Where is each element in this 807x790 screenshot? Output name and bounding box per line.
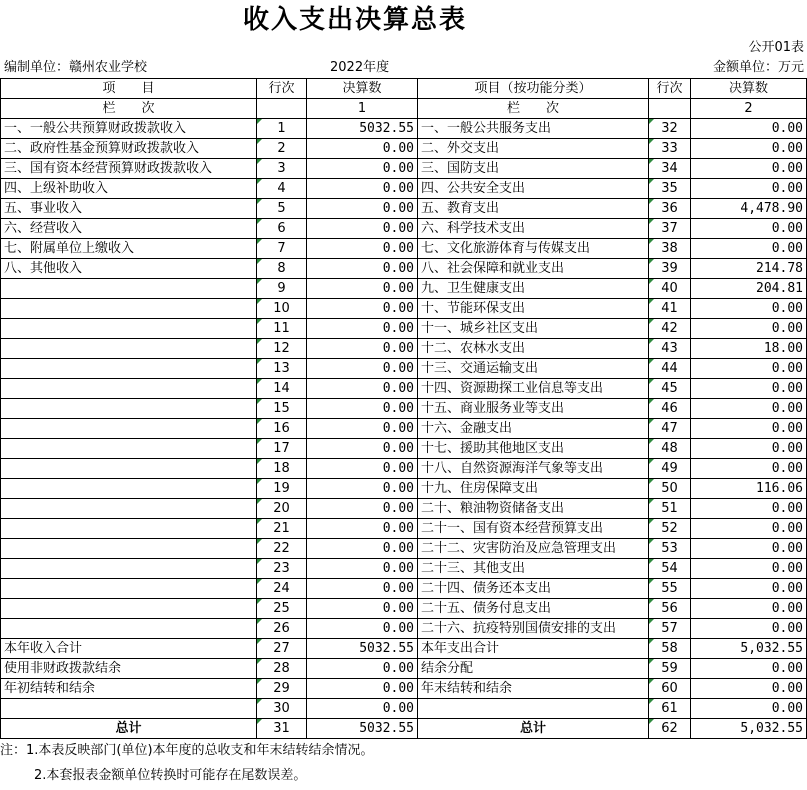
- expense-row-no: 37: [649, 219, 691, 239]
- income-item: 四、上级补助收入: [1, 179, 257, 199]
- income-item: [1, 419, 257, 439]
- expense-amount: 4,478.90: [691, 199, 807, 219]
- subheader-col-2: 栏 次: [418, 99, 649, 119]
- income-amount: 0.00: [307, 139, 418, 159]
- income-item: [1, 379, 257, 399]
- income-item: [1, 339, 257, 359]
- expense-amount: 0.00: [691, 419, 807, 439]
- note-1: 注：1.本表反映部门(单位)本年度的总收支和年末结转结余情况。: [0, 743, 374, 758]
- table-row: [1, 439, 807, 459]
- expense-row-no: 55: [649, 579, 691, 599]
- expense-row-no: 56: [649, 599, 691, 619]
- expense-row-no: 44: [649, 359, 691, 379]
- expense-amount: 0.00: [691, 219, 807, 239]
- expense-amount: 5,032.55: [691, 639, 807, 659]
- expense-amount: 18.00: [691, 339, 807, 359]
- income-amount: 0.00: [307, 559, 418, 579]
- income-item: [1, 319, 257, 339]
- expense-amount: 5,032.55: [691, 719, 807, 739]
- header-item-func: 项目（按功能分类）: [418, 79, 649, 99]
- income-item: [1, 499, 257, 519]
- income-amount: 0.00: [307, 379, 418, 399]
- income-amount: 0.00: [307, 699, 418, 719]
- income-row-no: 13: [257, 359, 307, 379]
- income-row-no: 30: [257, 699, 307, 719]
- table-row: [1, 319, 807, 339]
- expense-row-no: 49: [649, 459, 691, 479]
- table-row: [1, 719, 807, 739]
- expense-item: 二十三、其他支出: [418, 559, 649, 579]
- expense-row-no: 42: [649, 319, 691, 339]
- table-row: [1, 199, 807, 219]
- table-row: [1, 519, 807, 539]
- income-item: [1, 699, 257, 719]
- table-row: [1, 239, 807, 259]
- income-item: [1, 299, 257, 319]
- table-row: [1, 299, 807, 319]
- table-row: [1, 579, 807, 599]
- header-row: [1, 79, 807, 99]
- income-row-no: 31: [257, 719, 307, 739]
- income-item: 二、政府性基金预算财政拨款收入: [1, 139, 257, 159]
- income-amount: 0.00: [307, 239, 418, 259]
- income-row-no: 24: [257, 579, 307, 599]
- income-row-no: 11: [257, 319, 307, 339]
- income-item: 七、附属单位上缴收入: [1, 239, 257, 259]
- income-row-no: 26: [257, 619, 307, 639]
- table-row: [1, 159, 807, 179]
- expense-amount: 0.00: [691, 159, 807, 179]
- income-row-no: 18: [257, 459, 307, 479]
- expense-item: 六、科学技术支出: [418, 219, 649, 239]
- expense-item: 二十一、国有资本经营预算支出: [418, 519, 649, 539]
- expense-row-no: 43: [649, 339, 691, 359]
- expense-row-no: 32: [649, 119, 691, 139]
- income-item: 八、其他收入: [1, 259, 257, 279]
- income-row-no: 8: [257, 259, 307, 279]
- expense-amount: 0.00: [691, 359, 807, 379]
- expense-amount: 0.00: [691, 439, 807, 459]
- table-row: [1, 419, 807, 439]
- notes: [0, 740, 807, 790]
- expense-row-no: 46: [649, 399, 691, 419]
- income-row-no: 3: [257, 159, 307, 179]
- income-amount: 0.00: [307, 399, 418, 419]
- income-amount: 0.00: [307, 219, 418, 239]
- expense-item: 四、公共安全支出: [418, 179, 649, 199]
- income-item: 总计: [1, 719, 257, 739]
- table-row: [1, 359, 807, 379]
- table-row: [1, 499, 807, 519]
- subheader-row: [1, 99, 807, 119]
- income-row-no: 4: [257, 179, 307, 199]
- expense-item: 九、卫生健康支出: [418, 279, 649, 299]
- expense-row-no: 38: [649, 239, 691, 259]
- expense-row-no: 45: [649, 379, 691, 399]
- expense-item: 十六、金融支出: [418, 419, 649, 439]
- income-item: [1, 599, 257, 619]
- income-item: 使用非财政拨款结余: [1, 659, 257, 679]
- table-row: [1, 399, 807, 419]
- expense-item: 十、节能环保支出: [418, 299, 649, 319]
- subheader-two: 2: [691, 99, 807, 119]
- expense-item: 五、教育支出: [418, 199, 649, 219]
- expense-row-no: 41: [649, 299, 691, 319]
- income-amount: 5032.55: [307, 119, 418, 139]
- table-row: [1, 479, 807, 499]
- table-row: [1, 619, 807, 639]
- income-row-no: 14: [257, 379, 307, 399]
- income-amount: 0.00: [307, 459, 418, 479]
- expense-row-no: 39: [649, 259, 691, 279]
- expense-amount: 0.00: [691, 379, 807, 399]
- income-item: [1, 539, 257, 559]
- expense-item: 十八、自然资源海洋气象等支出: [418, 459, 649, 479]
- expense-item: 三、国防支出: [418, 159, 649, 179]
- income-row-no: 1: [257, 119, 307, 139]
- org-label: 编制单位：赣州农业学校: [4, 60, 148, 75]
- page-title: 收入支出决算总表: [242, 5, 467, 35]
- expense-item: 二、外交支出: [418, 139, 649, 159]
- expense-item: 七、文化旅游体育与传媒支出: [418, 239, 649, 259]
- income-amount: 0.00: [307, 679, 418, 699]
- table-row: [1, 699, 807, 719]
- expense-item: 二十二、灾害防治及应急管理支出: [418, 539, 649, 559]
- income-amount: 0.00: [307, 299, 418, 319]
- form-number: 公开01表: [748, 40, 804, 55]
- income-amount: 0.00: [307, 619, 418, 639]
- expense-amount: 0.00: [691, 619, 807, 639]
- table-row: [1, 139, 807, 159]
- income-row-no: 28: [257, 659, 307, 679]
- income-row-no: 17: [257, 439, 307, 459]
- income-amount: 0.00: [307, 359, 418, 379]
- table-row: [1, 119, 807, 139]
- expense-item: 总计: [418, 719, 649, 739]
- income-row-no: 19: [257, 479, 307, 499]
- income-row-no: 21: [257, 519, 307, 539]
- expense-amount: 0.00: [691, 459, 807, 479]
- income-row-no: 20: [257, 499, 307, 519]
- expense-item: 年末结转和结余: [418, 679, 649, 699]
- income-row-no: 29: [257, 679, 307, 699]
- note-2: 2.本套报表金额单位转换时可能存在尾数误差。: [34, 768, 307, 783]
- income-item: 三、国有资本经营预算财政拨款收入: [1, 159, 257, 179]
- expense-item: 十二、农林水支出: [418, 339, 649, 359]
- expense-amount: 0.00: [691, 299, 807, 319]
- expense-amount: 0.00: [691, 539, 807, 559]
- expense-row-no: 33: [649, 139, 691, 159]
- income-item: [1, 619, 257, 639]
- expense-row-no: 47: [649, 419, 691, 439]
- income-item: 五、事业收入: [1, 199, 257, 219]
- expense-row-no: 60: [649, 679, 691, 699]
- income-row-no: 2: [257, 139, 307, 159]
- income-amount: 0.00: [307, 439, 418, 459]
- expense-amount: 0.00: [691, 139, 807, 159]
- income-row-no: 25: [257, 599, 307, 619]
- income-item: [1, 399, 257, 419]
- expense-item: 十三、交通运输支出: [418, 359, 649, 379]
- table-row: [1, 219, 807, 239]
- expense-row-no: 36: [649, 199, 691, 219]
- expense-row-no: 53: [649, 539, 691, 559]
- income-amount: 5032.55: [307, 639, 418, 659]
- expense-amount: 0.00: [691, 179, 807, 199]
- income-amount: 0.00: [307, 279, 418, 299]
- expense-amount: 0.00: [691, 699, 807, 719]
- income-item: 六、经营收入: [1, 219, 257, 239]
- expense-item: 二十、粮油物资储备支出: [418, 499, 649, 519]
- table-row: [1, 459, 807, 479]
- income-amount: 0.00: [307, 339, 418, 359]
- income-amount: 0.00: [307, 319, 418, 339]
- income-row-no: 7: [257, 239, 307, 259]
- table-row: [1, 379, 807, 399]
- income-row-no: 27: [257, 639, 307, 659]
- amount-unit-label: 金额单位：万元: [712, 60, 804, 75]
- expense-row-no: 59: [649, 659, 691, 679]
- header-item: 项 目: [1, 79, 257, 99]
- expense-amount: 0.00: [691, 239, 807, 259]
- expense-item: 十四、资源勘探工业信息等支出: [418, 379, 649, 399]
- expense-amount: 0.00: [691, 599, 807, 619]
- expense-item: 十五、商业服务业等支出: [418, 399, 649, 419]
- table-row: [1, 679, 807, 699]
- income-amount: 0.00: [307, 479, 418, 499]
- expense-row-no: 51: [649, 499, 691, 519]
- expense-row-no: 54: [649, 559, 691, 579]
- income-amount: 0.00: [307, 659, 418, 679]
- expense-amount: 116.06: [691, 479, 807, 499]
- income-amount: 0.00: [307, 159, 418, 179]
- summary-table: [0, 78, 807, 739]
- expense-item: 二十六、抗疫特别国债安排的支出: [418, 619, 649, 639]
- income-amount: 0.00: [307, 179, 418, 199]
- income-row-no: 12: [257, 339, 307, 359]
- expense-amount: 0.00: [691, 519, 807, 539]
- table-row: [1, 599, 807, 619]
- table-row: [1, 559, 807, 579]
- header-row-no-2: 行次: [649, 79, 691, 99]
- expense-row-no: 40: [649, 279, 691, 299]
- subheader-empty: [257, 99, 307, 119]
- income-row-no: 16: [257, 419, 307, 439]
- table-row: [1, 339, 807, 359]
- expense-row-no: 48: [649, 439, 691, 459]
- expense-row-no: 61: [649, 699, 691, 719]
- table-row: [1, 179, 807, 199]
- income-item: 一、一般公共预算财政拨款收入: [1, 119, 257, 139]
- income-item: [1, 479, 257, 499]
- table-row: [1, 539, 807, 559]
- expense-row-no: 35: [649, 179, 691, 199]
- expense-item: 十九、住房保障支出: [418, 479, 649, 499]
- income-amount: 0.00: [307, 499, 418, 519]
- expense-amount: 0.00: [691, 399, 807, 419]
- income-item: [1, 559, 257, 579]
- meta-row: [0, 58, 807, 78]
- expense-amount: 0.00: [691, 499, 807, 519]
- header-amount-2: 决算数: [691, 79, 807, 99]
- expense-item: [418, 699, 649, 719]
- income-item: [1, 459, 257, 479]
- expense-item: 八、社会保障和就业支出: [418, 259, 649, 279]
- income-row-no: 22: [257, 539, 307, 559]
- income-row-no: 23: [257, 559, 307, 579]
- expense-row-no: 34: [649, 159, 691, 179]
- income-amount: 0.00: [307, 599, 418, 619]
- income-item: 本年收入合计: [1, 639, 257, 659]
- income-amount: 0.00: [307, 259, 418, 279]
- expense-item: 一、一般公共服务支出: [418, 119, 649, 139]
- table-row: [1, 659, 807, 679]
- income-item: 年初结转和结余: [1, 679, 257, 699]
- income-item: [1, 359, 257, 379]
- expense-amount: 0.00: [691, 559, 807, 579]
- income-row-no: 9: [257, 279, 307, 299]
- income-amount: 5032.55: [307, 719, 418, 739]
- expense-amount: 0.00: [691, 679, 807, 699]
- table-row: [1, 279, 807, 299]
- income-item: [1, 439, 257, 459]
- year-label: 2022年度: [330, 60, 390, 75]
- income-amount: 0.00: [307, 519, 418, 539]
- table-row: [1, 259, 807, 279]
- income-row-no: 5: [257, 199, 307, 219]
- income-item: [1, 279, 257, 299]
- subheader-empty-2: [649, 99, 691, 119]
- income-amount: 0.00: [307, 539, 418, 559]
- header-amount: 决算数: [307, 79, 418, 99]
- expense-amount: 204.81: [691, 279, 807, 299]
- expense-amount: 0.00: [691, 659, 807, 679]
- table-row: [1, 639, 807, 659]
- expense-amount: 0.00: [691, 579, 807, 599]
- expense-item: 结余分配: [418, 659, 649, 679]
- income-row-no: 10: [257, 299, 307, 319]
- subheader-one: 1: [307, 99, 418, 119]
- expense-amount: 0.00: [691, 319, 807, 339]
- header-row-no: 行次: [257, 79, 307, 99]
- expense-amount: 0.00: [691, 119, 807, 139]
- expense-item: 十一、城乡社区支出: [418, 319, 649, 339]
- expense-row-no: 57: [649, 619, 691, 639]
- income-item: [1, 519, 257, 539]
- expense-row-no: 52: [649, 519, 691, 539]
- income-amount: 0.00: [307, 579, 418, 599]
- expense-row-no: 50: [649, 479, 691, 499]
- expense-item: 二十四、债务还本支出: [418, 579, 649, 599]
- expense-item: 本年支出合计: [418, 639, 649, 659]
- expense-amount: 214.78: [691, 259, 807, 279]
- expense-item: 十七、援助其他地区支出: [418, 439, 649, 459]
- expense-row-no: 58: [649, 639, 691, 659]
- income-item: [1, 579, 257, 599]
- subheader-col: 栏 次: [1, 99, 257, 119]
- expense-item: 二十五、债务付息支出: [418, 599, 649, 619]
- income-row-no: 6: [257, 219, 307, 239]
- income-amount: 0.00: [307, 199, 418, 219]
- income-row-no: 15: [257, 399, 307, 419]
- expense-row-no: 62: [649, 719, 691, 739]
- income-amount: 0.00: [307, 419, 418, 439]
